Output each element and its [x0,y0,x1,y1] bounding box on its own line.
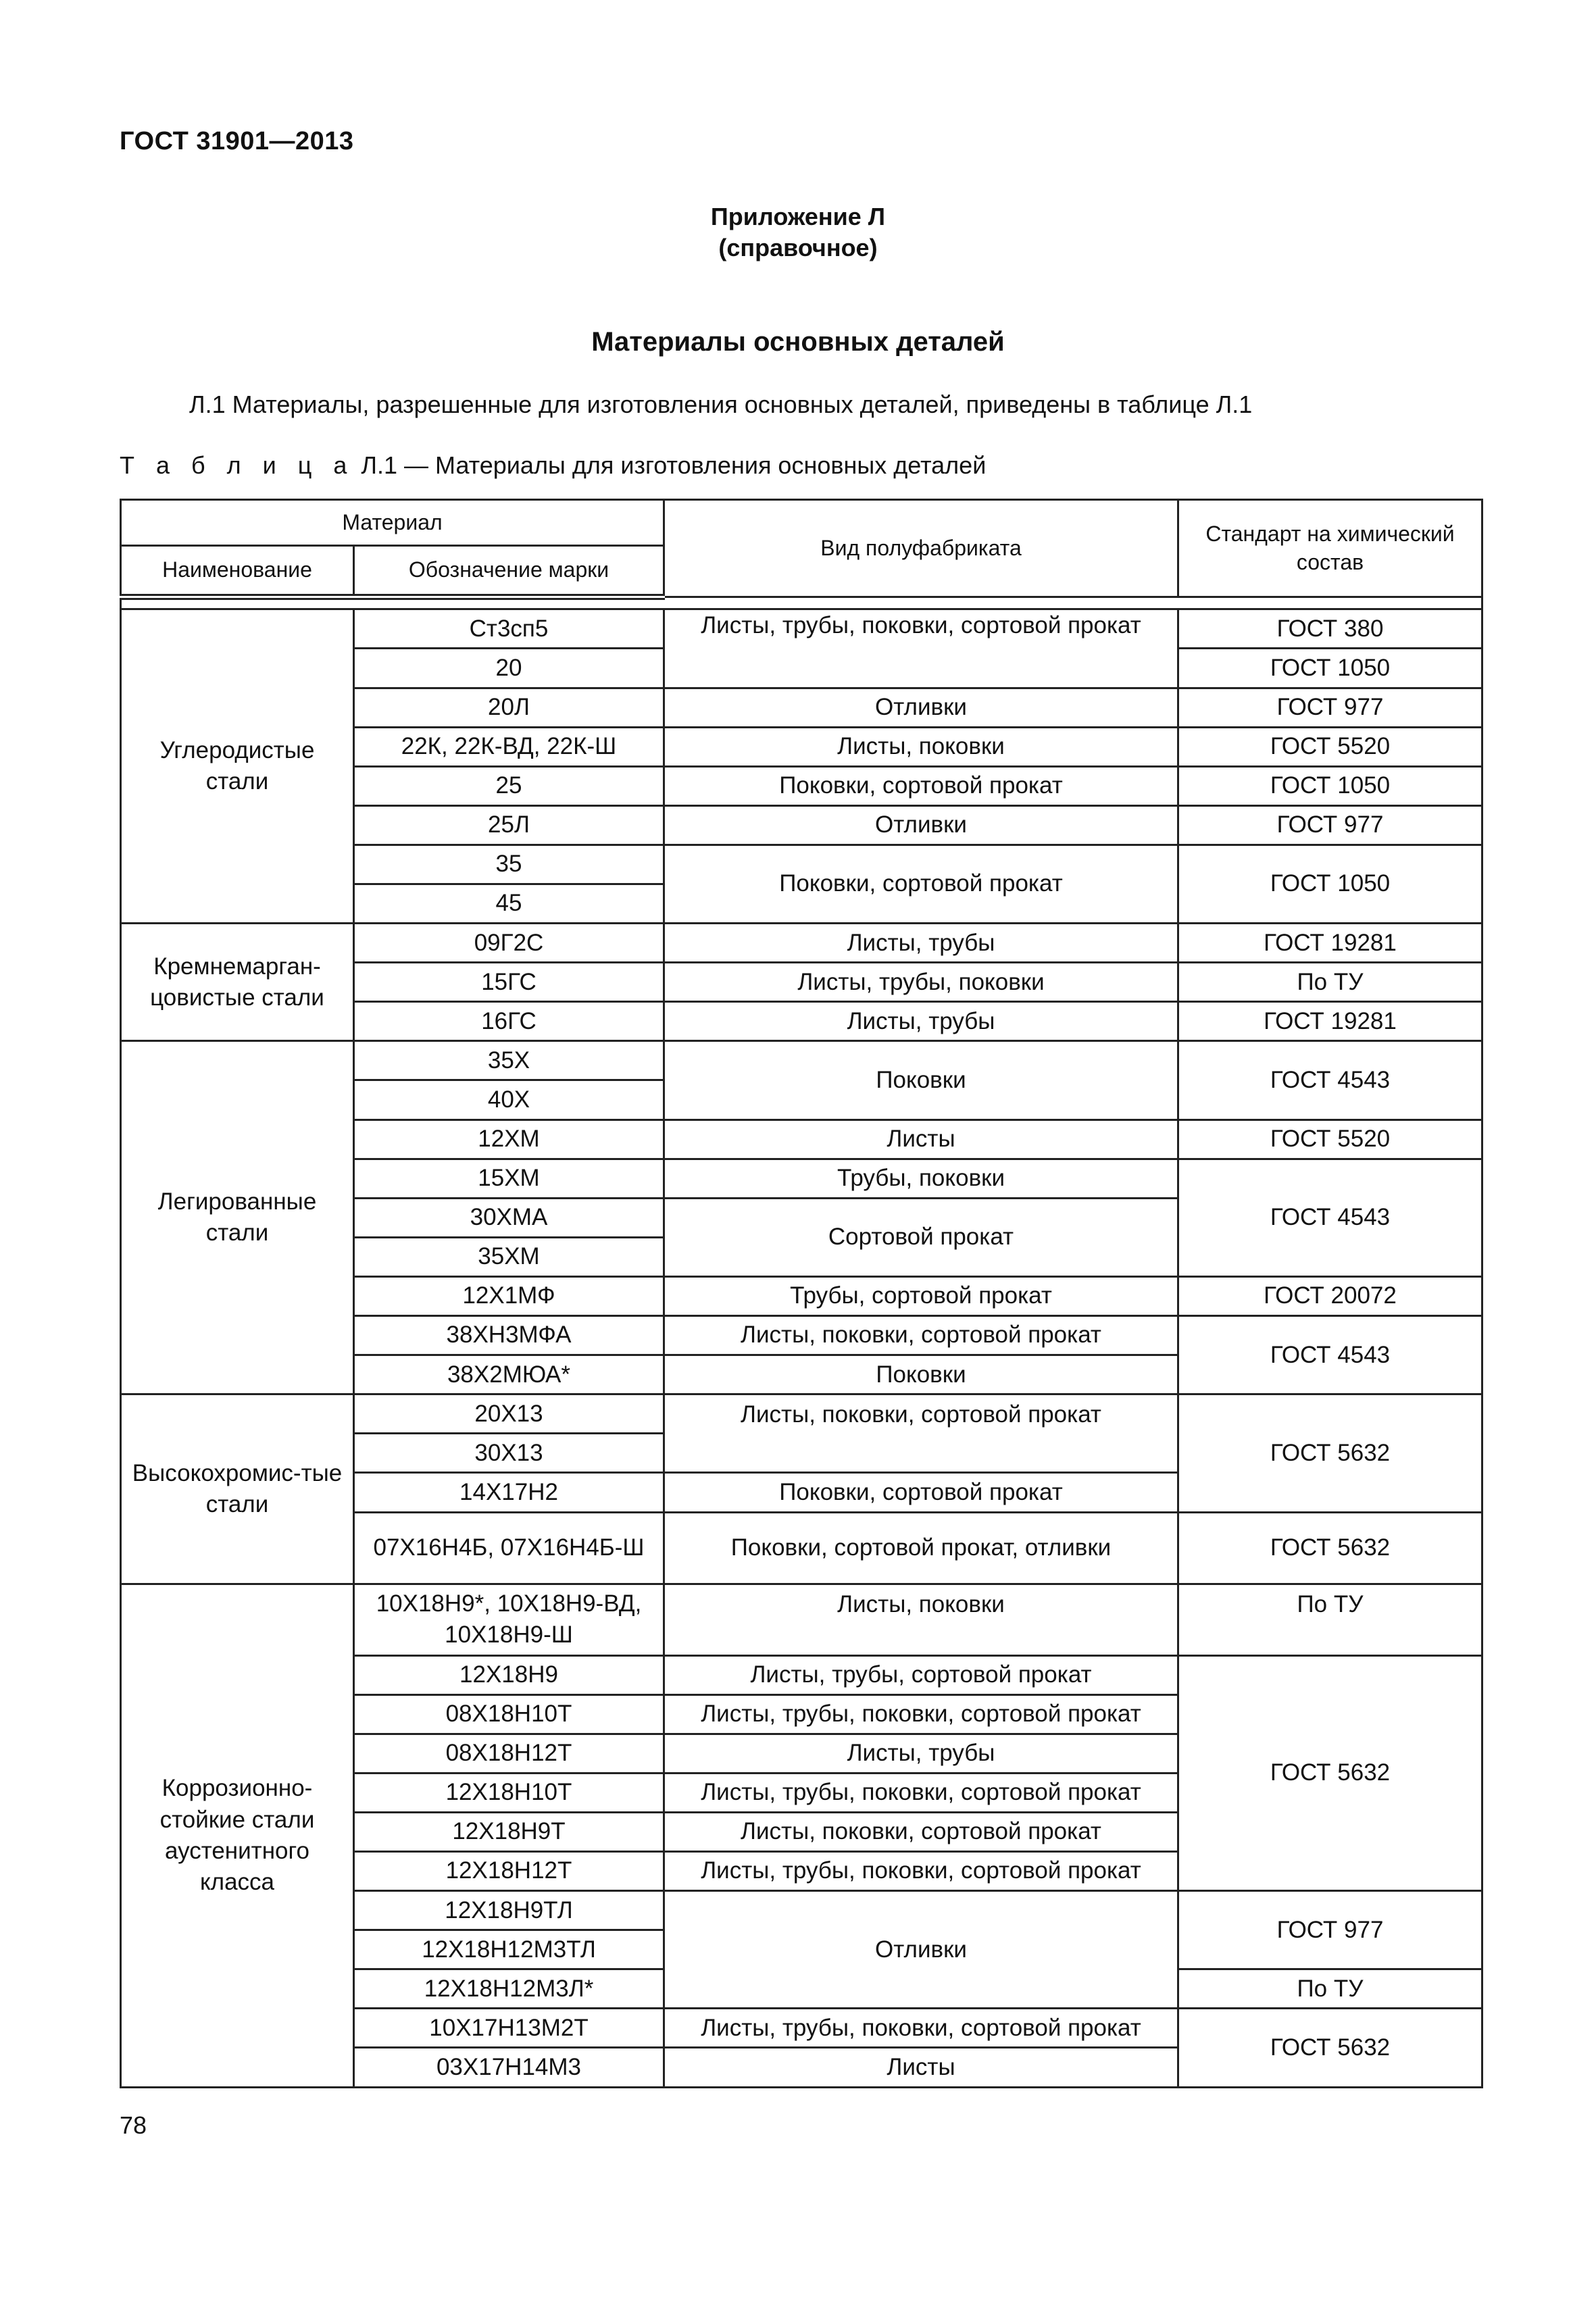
semi-product-cell: Поковки, сортовой прокат [664,1473,1178,1512]
grade-cell: 35Х [354,1041,664,1080]
caption-text: Л.1 — Материалы для изготовления основных деталей [354,451,987,479]
standard-cell: ГОСТ 19281 [1178,1002,1482,1041]
standard-cell: ГОСТ 5520 [1178,727,1482,766]
grade-cell: 25 [354,766,664,805]
grade-cell: 09Г2С [354,924,664,963]
semi-product-cell: Листы [664,2048,1178,2088]
semi-product-cell: Листы, трубы, поковки [664,963,1178,1002]
semi-product-cell: Трубы, поковки [664,1159,1178,1198]
materials-table [120,499,1483,2088]
standard-cell: По ТУ [1178,1584,1482,1655]
standard-cell: ГОСТ 5632 [1178,2009,1482,2088]
semi-product-cell: Отливки [664,1891,1178,2009]
standard-cell: ГОСТ 4543 [1178,1159,1482,1276]
semi-product-cell: Поковки [664,1041,1178,1120]
standard-cell: ГОСТ 5632 [1178,1394,1482,1512]
standard-cell: По ТУ [1178,963,1482,1002]
semi-product-cell: Листы, трубы, поковки, сортовой прокат [664,1852,1178,1891]
grade-cell: 12Х18Н9ТЛ [354,1891,664,1930]
header-gap [121,597,1482,609]
semi-product-cell: Листы, трубы [664,1734,1178,1773]
grade-cell: 30ХМА [354,1198,664,1237]
grade-cell: Ст3сп5 [354,609,664,649]
semi-product-cell: Поковки, сортовой прокат [664,845,1178,923]
grade-cell: 38Х2МЮА* [354,1355,664,1394]
grade-cell: 15ХМ [354,1159,664,1198]
semi-product-cell: Листы, поковки [664,727,1178,766]
group-austenitic: Коррозионно-стойкие стали аустенитного класса [121,1584,354,2087]
group-silicon-manganese: Кремнемарган-цовистые стали [121,924,354,1041]
semi-product-cell: Поковки, сортовой прокат [664,766,1178,805]
grade-cell: 40Х [354,1080,664,1120]
semi-product-cell: Листы, поковки, сортовой прокат [664,1812,1178,1851]
standard-cell: ГОСТ 977 [1178,1891,1482,1969]
grade-cell: 12Х18Н9Т [354,1812,664,1851]
semi-product-cell: Листы, трубы, поковки, сортовой прокат [664,1773,1178,1812]
standard-cell: ГОСТ 19281 [1178,924,1482,963]
semi-product-cell: Листы, трубы, сортовой прокат [664,1655,1178,1694]
appendix-kind: (справочное) [718,234,878,261]
grade-cell: 12Х18Н10Т [354,1773,664,1812]
grade-cell: 35ХМ [354,1237,664,1276]
grade-cell: 45 [354,884,664,924]
grade-cell: 20Л [354,688,664,727]
materials-table-container [120,499,1481,2088]
grade-cell: 20Х13 [354,1394,664,1434]
header-material: Материал [121,500,664,546]
grade-cell: 12Х1МФ [354,1276,664,1315]
grade-cell: 16ГС [354,1002,664,1041]
semi-product-cell: Отливки [664,805,1178,845]
grade-cell: 12Х18Н12Т [354,1852,664,1891]
caption-label: Т а б л и ц а [120,451,355,479]
intro-paragraph: Л.1 Материалы, разрешенные для изготовления основных деталей, приведены в таблице Л.1 [189,391,1253,418]
semi-product-cell: Листы, поковки [664,1584,1178,1655]
semi-product-cell: Отливки [664,688,1178,727]
group-carbon: Углеродистые стали [121,609,354,924]
grade-cell: 08Х18Н10Т [354,1694,664,1734]
standard-cell: ГОСТ 5520 [1178,1120,1482,1159]
standard-cell: ГОСТ 20072 [1178,1276,1482,1315]
header-standard: Стандарт на химический состав [1178,500,1482,597]
grade-cell: 14Х17Н2 [354,1473,664,1512]
header-semi-product: Вид полуфабриката [664,500,1178,597]
grade-cell: 22К, 22К-ВД, 22К-Ш [354,727,664,766]
grade-cell: 10Х17Н13М2Т [354,2009,664,2048]
table-caption [120,451,986,480]
grade-cell: 30Х13 [354,1434,664,1473]
semi-product-cell: Сортовой прокат [664,1198,1178,1276]
standard-cell: По ТУ [1178,1969,1482,2009]
page-number: 78 [120,2111,147,2139]
semi-product-cell: Листы, трубы, поковки, сортовой прокат [664,609,1178,688]
semi-product-cell: Поковки, сортовой прокат, отливки [664,1512,1178,1584]
grade-cell: 07Х16Н4Б, 07Х16Н4Б-Ш [354,1512,664,1584]
standard-cell: ГОСТ 5632 [1178,1512,1482,1584]
standard-cell: ГОСТ 5632 [1178,1655,1482,1891]
grade-cell: 25Л [354,805,664,845]
standard-cell: ГОСТ 380 [1178,609,1482,649]
standard-cell: ГОСТ 1050 [1178,649,1482,688]
standard-cell: ГОСТ 1050 [1178,766,1482,805]
header-name: Наименование [121,546,354,597]
semi-product-cell: Листы, поковки, сортовой прокат [664,1394,1178,1473]
grade-cell: 12Х18Н12М3ТЛ [354,1930,664,1969]
grade-cell: 10Х18Н9*, 10Х18Н9-ВД, 10Х18Н9-Ш [354,1584,664,1655]
semi-product-cell: Листы, поковки, сортовой прокат [664,1316,1178,1355]
grade-cell: 08Х18Н12Т [354,1734,664,1773]
grade-cell: 20 [354,649,664,688]
standard-cell: ГОСТ 1050 [1178,845,1482,923]
group-high-chromium: Высокохромис-тые стали [121,1394,354,1584]
grade-cell: 12Х18Н9 [354,1655,664,1694]
grade-cell: 15ГС [354,963,664,1002]
semi-product-cell: Трубы, сортовой прокат [664,1276,1178,1315]
document-id: ГОСТ 31901—2013 [120,127,354,155]
grade-cell: 38ХН3МФА [354,1316,664,1355]
section-title: Материалы основных деталей [591,327,1005,357]
semi-product-cell: Поковки [664,1355,1178,1394]
semi-product-cell: Листы, трубы [664,924,1178,963]
semi-product-cell: Листы [664,1120,1178,1159]
header-grade: Обозначение марки [354,546,664,597]
semi-product-cell: Листы, трубы [664,1002,1178,1041]
grade-cell: 35 [354,845,664,884]
semi-product-cell: Листы, трубы, поковки, сортовой прокат [664,2009,1178,2048]
semi-product-cell: Листы, трубы, поковки, сортовой прокат [664,1694,1178,1734]
standard-cell: ГОСТ 4543 [1178,1316,1482,1394]
standard-cell: ГОСТ 977 [1178,805,1482,845]
group-alloy: Легированные стали [121,1041,354,1394]
appendix-title: Приложение Л [710,203,886,230]
grade-cell: 12ХМ [354,1120,664,1159]
standard-cell: ГОСТ 977 [1178,688,1482,727]
standard-cell: ГОСТ 4543 [1178,1041,1482,1120]
grade-cell: 12Х18Н12М3Л* [354,1969,664,2009]
grade-cell: 03Х17Н14М3 [354,2048,664,2088]
